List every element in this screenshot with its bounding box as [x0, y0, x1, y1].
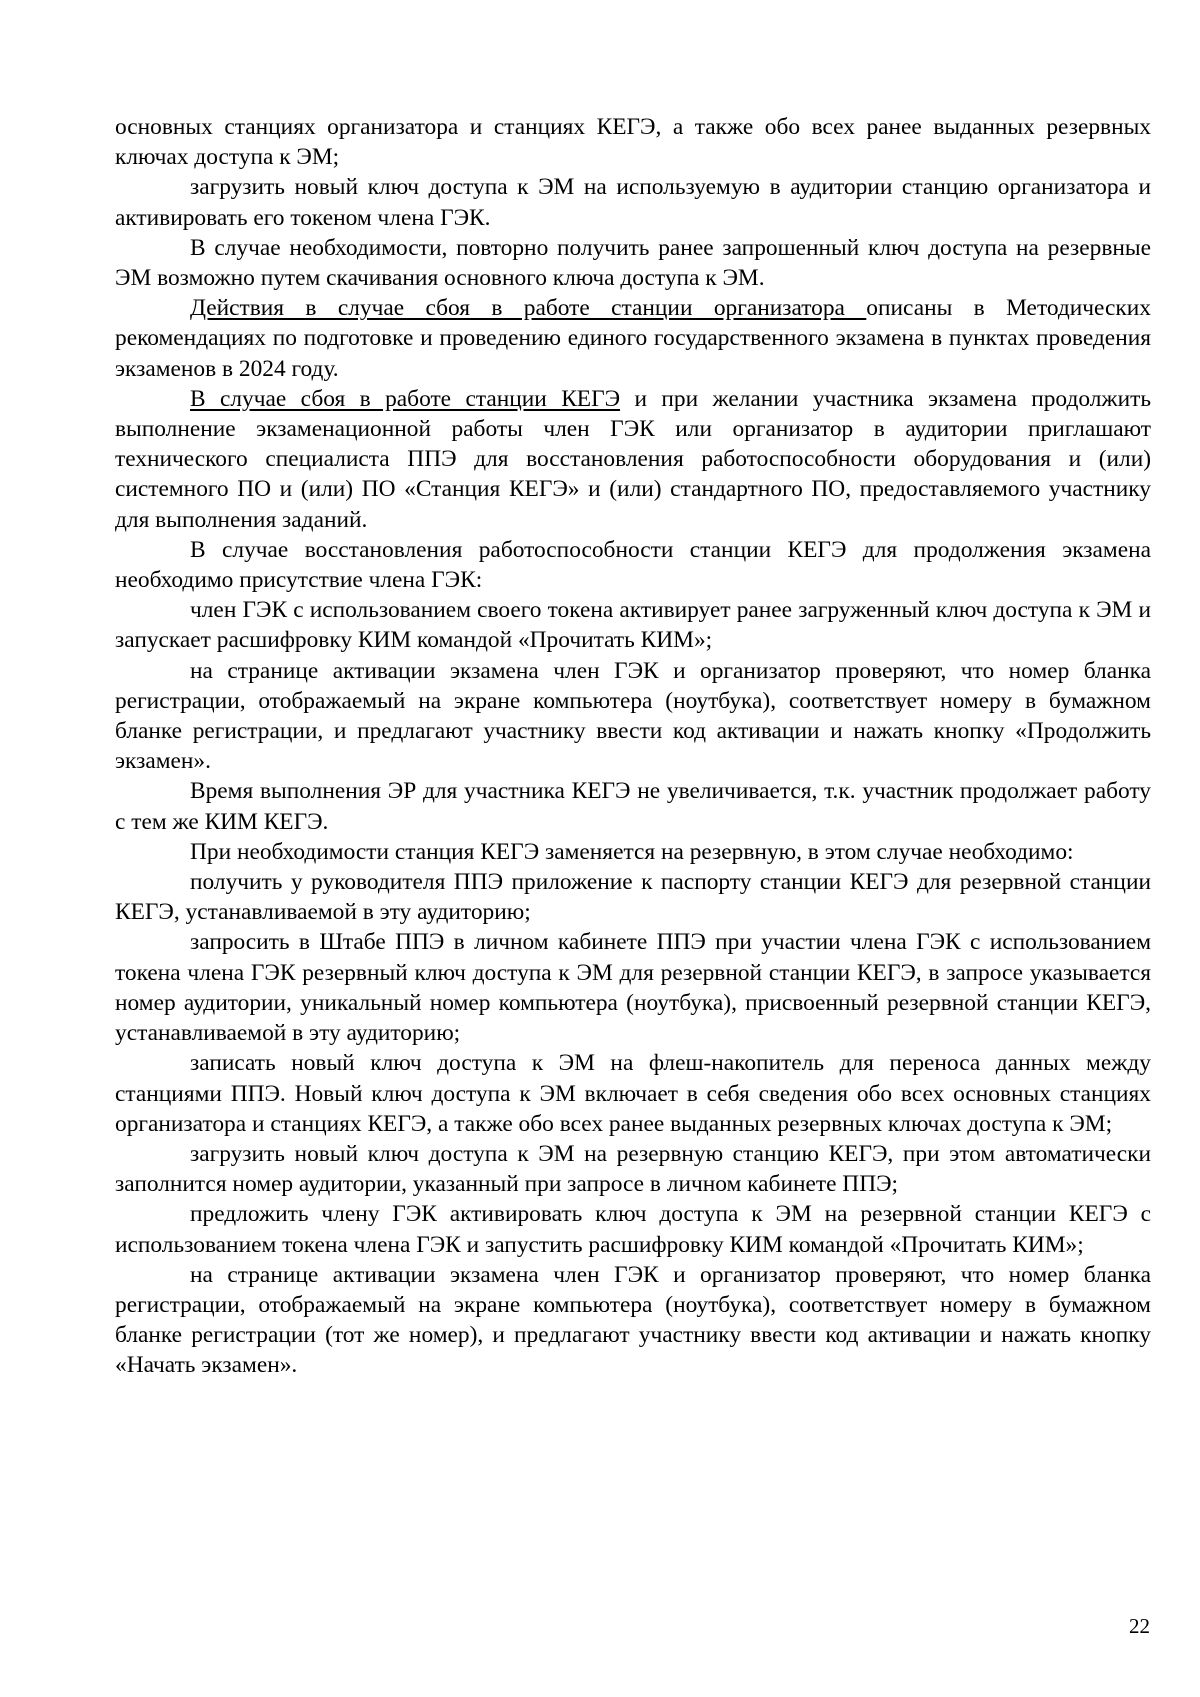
paragraph-16: [115, 1260, 1151, 1381]
paragraph-9: [115, 776, 1151, 836]
paragraph-text: записать новый ключ доступа к ЭМ на флеш-накопитель для переноса данных между станциями ППЭ. Новый ключ доступа к ЭМ включает в себя сведения обо всех основных станциях организатора и станциях КЕГЭ, а также обо всех ранее выданных резервных ключах доступа к ЭМ;: [115, 1050, 1151, 1137]
underlined-heading: Действия в случае сбоя в работе станции организатора: [190, 295, 867, 322]
paragraph-15: [115, 1199, 1151, 1259]
paragraph-11: [115, 867, 1151, 927]
paragraph-2: [115, 172, 1151, 232]
paragraph-8: [115, 656, 1151, 777]
paragraph-text: на странице активации экзамена член ГЭК и организатор проверяют, что номер бланка регистрации, отображаемый на экране компьютера (ноутбука), соответствует номеру в бумажном бланке регистрации, и предлагают участнику ввести код активации и нажать кнопку «Продолжить экзамен».: [115, 657, 1151, 775]
document-page: [115, 112, 1151, 1381]
paragraph-5: [115, 384, 1151, 535]
paragraph-text: загрузить новый ключ доступа к ЭМ на резервную станцию КЕГЭ, при этом автоматически заполнится номер аудитории, указанный при запросе в личном кабинете ППЭ;: [115, 1140, 1151, 1198]
paragraph-text: В случае восстановления работоспособности станции КЕГЭ для продолжения экзамена необходимо присутствие члена ГЭК:: [115, 536, 1151, 594]
paragraph-6: [115, 535, 1151, 595]
paragraph-text: получить у руководителя ППЭ приложение к паспорту станции КЕГЭ для резервной станции КЕГЭ, устанавливаемой в эту аудиторию;: [115, 869, 1151, 926]
underlined-heading: В случае сбоя в работе станции КЕГЭ: [190, 385, 621, 412]
paragraph-text: описаны в Методических рекомендациях по подготовке и проведению единого государственного экзамена в пунктах проведения экзаменов в 2024 году.: [115, 295, 1151, 382]
paragraph-1: [115, 112, 1151, 172]
paragraph-14: [115, 1139, 1151, 1199]
paragraph-4: [115, 293, 1151, 384]
paragraph-13: [115, 1048, 1151, 1139]
page-number: 22: [1129, 1614, 1150, 1638]
paragraph-12: [115, 927, 1151, 1048]
paragraph-text: загрузить новый ключ доступа к ЭМ на используемую в аудитории станцию организатора и активировать его токеном члена ГЭК.: [115, 174, 1151, 231]
paragraph-text: При необходимости станция КЕГЭ заменяется на резервную, в этом случае необходимо:: [190, 838, 1074, 865]
paragraph-text: и при желании участника экзамена продолжить выполнение экзаменационной работы член ГЭК или организатор в аудитории приглашают технического специалиста ППЭ для восстановления работоспособности оборудования и (или) системного ПО и (или) ПО «Станция КЕГЭ» и (или) стандартного ПО, предоставляемого участнику для выполнения заданий.: [115, 385, 1151, 533]
paragraph-3: [115, 233, 1151, 293]
paragraph-text: запросить в Штабе ППЭ в личном кабинете ППЭ при участии члена ГЭК с использованием токена члена ГЭК резервный ключ доступа к ЭМ для резервной станции КЕГЭ, в запросе указывается номер аудитории, уникальный номер компьютера (ноутбука), присвоенный резервной станции КЕГЭ, устанавливаемой в эту аудиторию;: [115, 929, 1151, 1047]
paragraph-text: член ГЭК с использованием своего токена активирует ранее загруженный ключ доступа к ЭМ и запускает расшифровку КИМ командой «Прочитать КИМ»;: [115, 597, 1151, 654]
paragraph-7: [115, 595, 1151, 655]
paragraph-text: предложить члену ГЭК активировать ключ доступа к ЭМ на резервной станции КЕГЭ с использованием токена члена ГЭК и запустить расшифровку КИМ командой «Прочитать КИМ»;: [115, 1201, 1151, 1258]
paragraph-text: Время выполнения ЭР для участника КЕГЭ не увеличивается, т.к. участник продолжает работу с тем же КИМ КЕГЭ.: [115, 778, 1151, 835]
paragraph-10: [115, 837, 1151, 867]
paragraph-text: на странице активации экзамена член ГЭК и организатор проверяют, что номер бланка регистрации, отображаемый на экране компьютера (ноутбука), соответствует номеру в бумажном бланке регистрации (тот же номер), и предлагают участнику ввести код активации и нажать кнопку «Начать экзамен».: [115, 1261, 1151, 1379]
paragraph-text: В случае необходимости, повторно получить ранее запрошенный ключ доступа на резервные ЭМ возможно путем скачивания основного ключа доступа к ЭМ.: [115, 234, 1151, 292]
paragraph-text: основных станциях организатора и станциях КЕГЭ, а также обо всех ранее выданных резервных ключах доступа к ЭМ;: [115, 114, 1151, 171]
